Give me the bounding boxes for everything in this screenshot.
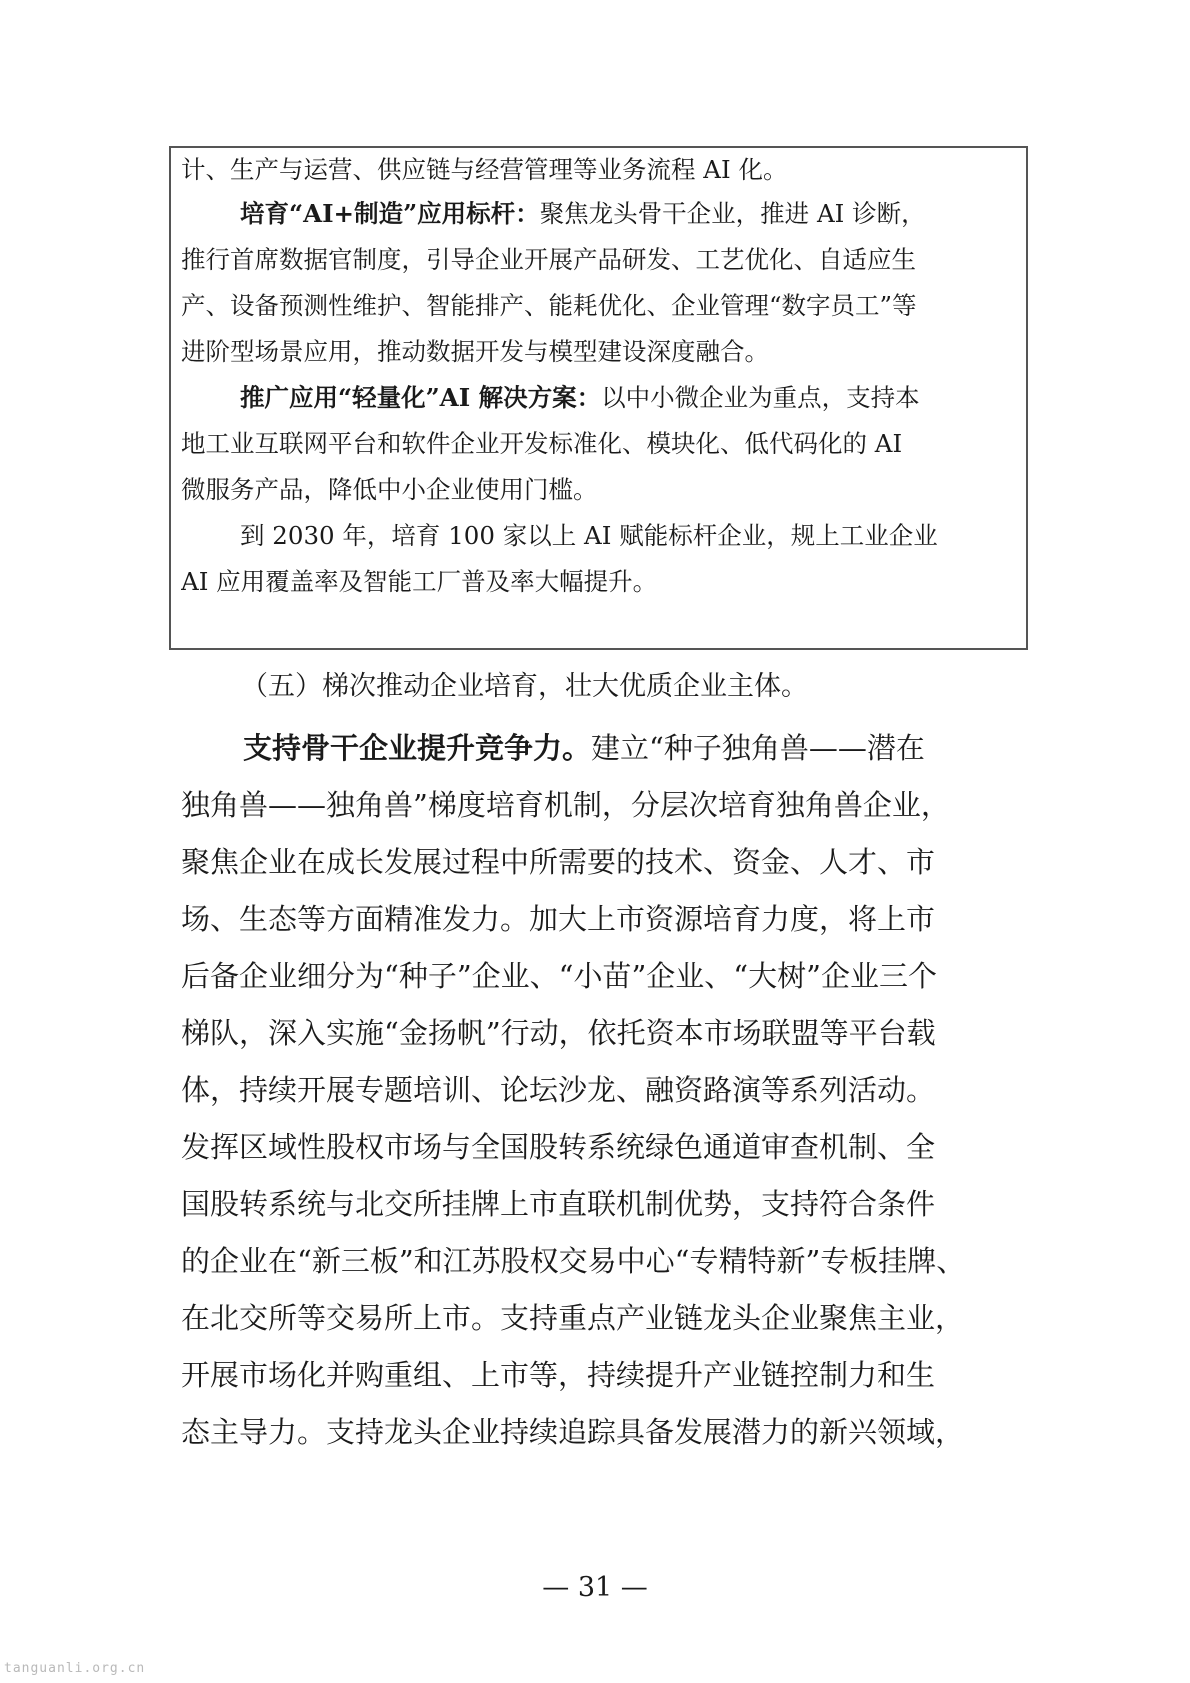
box-line: [240, 378, 1017, 418]
box-line: 进阶型场景应用，推动数据开发与模型建设深度融合。: [181, 337, 769, 366]
body-line: 态主导力。支持龙头企业持续追踪具备发展潜力的新兴领域，: [181, 1415, 965, 1449]
box-line: [240, 194, 1017, 234]
page-number: — 31 —: [542, 1572, 648, 1603]
box-line-text: 聚焦龙头骨干企业，推进 AI 诊断，: [539, 199, 926, 228]
body-line: 发挥区域性股权市场与全国股转系统绿色通道审查机制、全: [181, 1130, 936, 1164]
body-line: 聚焦企业在成长发展过程中所需要的技术、资金、人才、市: [181, 845, 936, 879]
body-line: 的企业在“新三板”和江苏股权交易中心“专精特新”专板挂牌、: [181, 1244, 966, 1278]
box-line: AI 应用覆盖率及智能工厂普及率大幅提升。: [181, 567, 658, 596]
box-line: 产、设备预测性维护、智能排产、能耗优化、企业管理“数字员工”等: [181, 291, 917, 320]
watermark: tanguanli.org.cn: [4, 1661, 146, 1676]
body-line: 场、生态等方面精准发力。加大上市资源培育力度，将上市: [181, 902, 936, 936]
body-line: 在北交所等交易所上市。支持重点产业链龙头企业聚焦主业，: [181, 1301, 965, 1335]
body-line: 国股转系统与北交所挂牌上市直联机制优势，支持符合条件: [181, 1187, 936, 1221]
box-line: 微服务产品，降低中小企业使用门槛。: [181, 475, 598, 504]
box-line: 计、生产与运营、供应链与经营管理等业务流程 AI 化。: [181, 155, 788, 184]
body-line: 体，持续开展专题培训、论坛沙龙、融资路演等系列活动。: [181, 1073, 936, 1107]
box-bold-heading: 推广应用“轻量化”AI 解决方案：: [240, 383, 602, 412]
box-bold-heading: 培育“AI+制造”应用标杆：: [240, 199, 540, 228]
box-line-text: 以中小微企业为重点，支持本: [601, 383, 920, 412]
body-line: 后备企业细分为“种子”企业、“小苗”企业、“大树”企业三个: [181, 959, 937, 993]
section-heading: （五）梯次推动企业培育，壮大优质企业主体。: [241, 671, 808, 702]
body-line: [243, 723, 1017, 773]
box-line: 到 2030 年，培育 100 家以上 AI 赋能标杆企业，规上工业企业: [240, 521, 938, 550]
box-line: 地工业互联网平台和软件企业开发标准化、模块化、低代码化的 AI: [181, 429, 903, 458]
body-line-text: 建立“种子独角兽——潜在: [591, 731, 925, 765]
body-line: 独角兽——独角兽”梯度培育机制，分层次培育独角兽企业，: [181, 788, 950, 822]
body-line: 开展市场化并购重组、上市等，持续提升产业链控制力和生: [181, 1358, 936, 1392]
paragraph-lead: 支持骨干企业提升竞争力。: [243, 731, 592, 765]
box-line: 推行首席数据官制度，引导企业开展产品研发、工艺优化、自适应生: [181, 245, 916, 274]
body-line: 梯队，深入实施“金扬帆”行动，依托资本市场联盟等平台载: [181, 1016, 936, 1050]
